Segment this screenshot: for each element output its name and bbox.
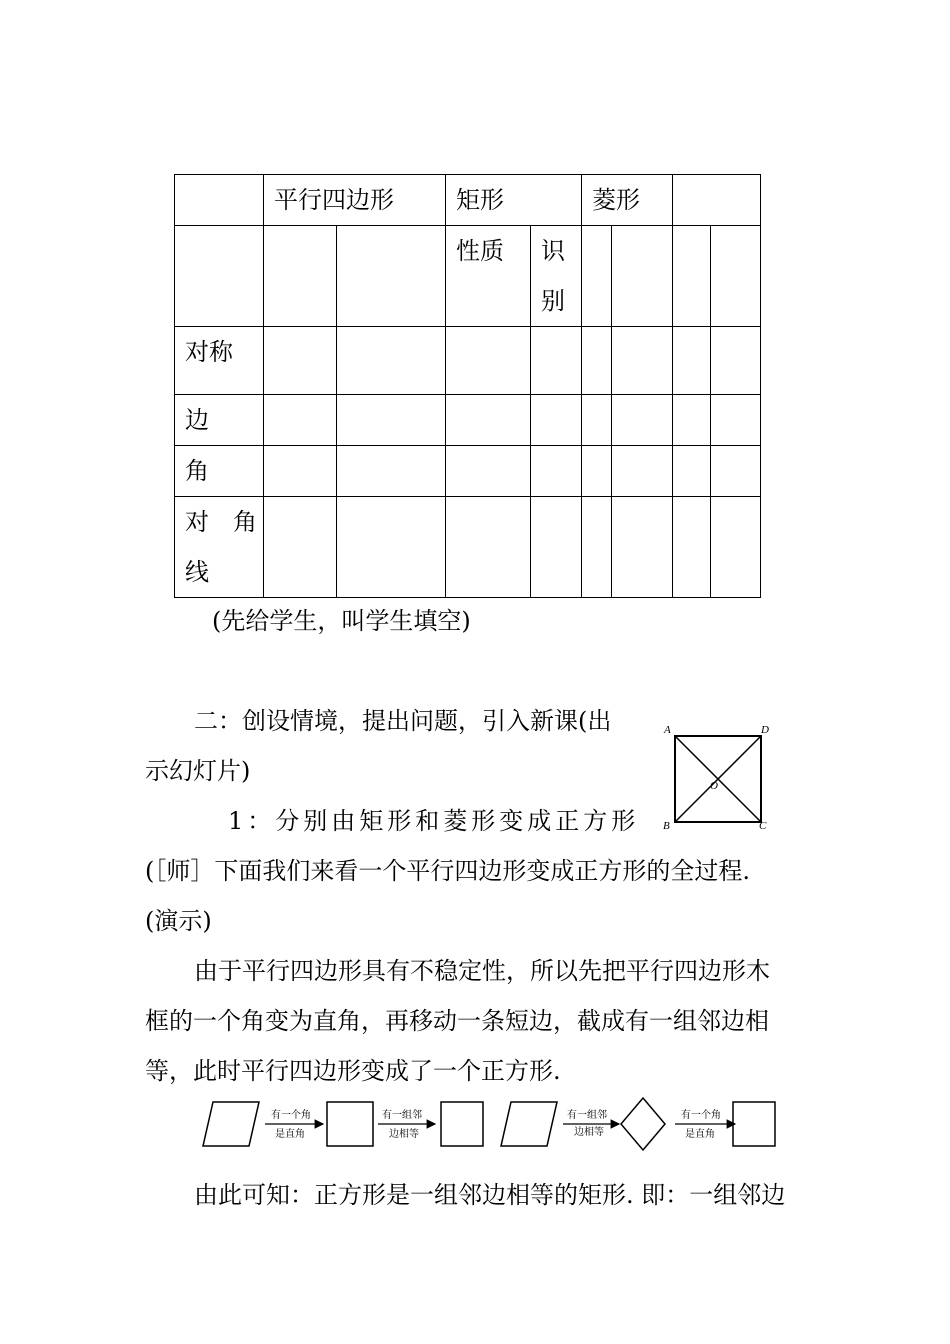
cell <box>612 226 673 327</box>
cell <box>264 497 337 598</box>
arrow2-label-bottom: 边相等 <box>389 1129 419 1140</box>
cell <box>612 446 673 497</box>
transformation-diagram <box>195 1094 785 1154</box>
section2-heading-line1: 二：创设情境，提出问题，引入新课(出 <box>194 707 612 735</box>
section2-heading-line2: 示幻灯片) <box>145 757 251 785</box>
cell <box>531 327 582 395</box>
header-rectangle: 矩形 <box>446 175 582 226</box>
arrow1-label-top: 有一个角 <box>271 1110 311 1121</box>
paragraph-line2: 框的一个角变为直角，再移动一条短边，截成有一组邻边相 <box>145 1007 769 1035</box>
cell <box>582 226 612 327</box>
header-blank-cell <box>175 175 264 226</box>
header-rhombus: 菱形 <box>582 175 673 226</box>
vertex-label-c: C <box>759 820 767 832</box>
paragraph-line3: 等，此时平行四边形变成了一个正方形. <box>145 1057 561 1085</box>
properties-table <box>174 174 761 598</box>
row-label-diagonals <box>175 497 264 598</box>
header-parallelogram: 平行四边形 <box>264 175 446 226</box>
vertex-label-b: B <box>663 820 670 832</box>
cell <box>711 446 761 497</box>
cell <box>337 395 446 446</box>
cell <box>711 395 761 446</box>
row-label-angles: 角 <box>175 446 264 497</box>
subheader-identify <box>531 226 582 327</box>
row-label-symmetry: 对称 <box>175 327 264 395</box>
arrow4-label-bottom: 是直角 <box>685 1129 715 1140</box>
paragraph-line1: 由于平行四边形具有不稳定性，所以先把平行四边形木 <box>194 957 770 985</box>
cell <box>673 395 711 446</box>
cell <box>612 395 673 446</box>
arrow3-label-top: 有一组邻 <box>567 1110 607 1121</box>
arrow1-label-bottom: 是直角 <box>275 1129 305 1140</box>
subheader-identify-line2: 别 <box>541 287 565 315</box>
parallelogram-shape <box>203 1102 259 1146</box>
header-blank-cell <box>673 175 761 226</box>
cell <box>612 327 673 395</box>
cell <box>337 226 446 327</box>
row-label-diagonals-line2: 线 <box>185 558 209 586</box>
section2-line4: (演示) <box>145 907 212 935</box>
cell <box>446 327 531 395</box>
subheader-property: 性质 <box>446 226 531 327</box>
cell <box>531 395 582 446</box>
cell <box>711 327 761 395</box>
cell <box>582 446 612 497</box>
square-shape <box>733 1102 775 1146</box>
cell <box>531 497 582 598</box>
parallelogram-shape <box>501 1102 557 1146</box>
section2-item1: 1：分别由矩形和菱形变成正方形 <box>228 807 640 835</box>
section2-line3: (［师］下面我们来看一个平行四边形变成正方形的全过程. <box>145 857 750 885</box>
cell <box>531 446 582 497</box>
cell <box>673 226 711 327</box>
cell <box>264 395 337 446</box>
cell <box>673 497 711 598</box>
row-label-diagonals-line1: 对 角 <box>185 508 257 536</box>
cell <box>264 327 337 395</box>
rectangle-shape <box>327 1102 373 1146</box>
cell <box>175 226 264 327</box>
cell <box>612 497 673 598</box>
cell <box>446 395 531 446</box>
cell <box>673 327 711 395</box>
cell <box>582 395 612 446</box>
cell <box>582 497 612 598</box>
arrow3-label-bottom: 边相等 <box>574 1127 604 1138</box>
cell <box>264 226 337 327</box>
subheader-identify-line1: 识 <box>541 237 565 265</box>
cell <box>673 446 711 497</box>
cell <box>711 497 761 598</box>
cell <box>582 327 612 395</box>
vertex-label-d: D <box>761 724 769 736</box>
conclusion-line: 由此可知：正方形是一组邻边相等的矩形. 即：一组邻边 <box>194 1181 786 1209</box>
vertex-label-a: A <box>664 724 671 736</box>
arrow4-label-top: 有一个角 <box>681 1110 721 1121</box>
cell <box>337 497 446 598</box>
arrow2-label-top: 有一组邻 <box>382 1110 422 1121</box>
cell <box>337 327 446 395</box>
row-label-sides: 边 <box>175 395 264 446</box>
square-shape <box>441 1102 483 1146</box>
cell <box>711 226 761 327</box>
cell <box>446 446 531 497</box>
cell <box>337 446 446 497</box>
cell <box>446 497 531 598</box>
cell <box>264 446 337 497</box>
square-diagonals-figure <box>655 718 775 833</box>
center-label-o: O <box>710 780 718 792</box>
table-note: (先给学生，叫学生填空) <box>212 607 471 635</box>
rhombus-shape <box>621 1098 665 1150</box>
